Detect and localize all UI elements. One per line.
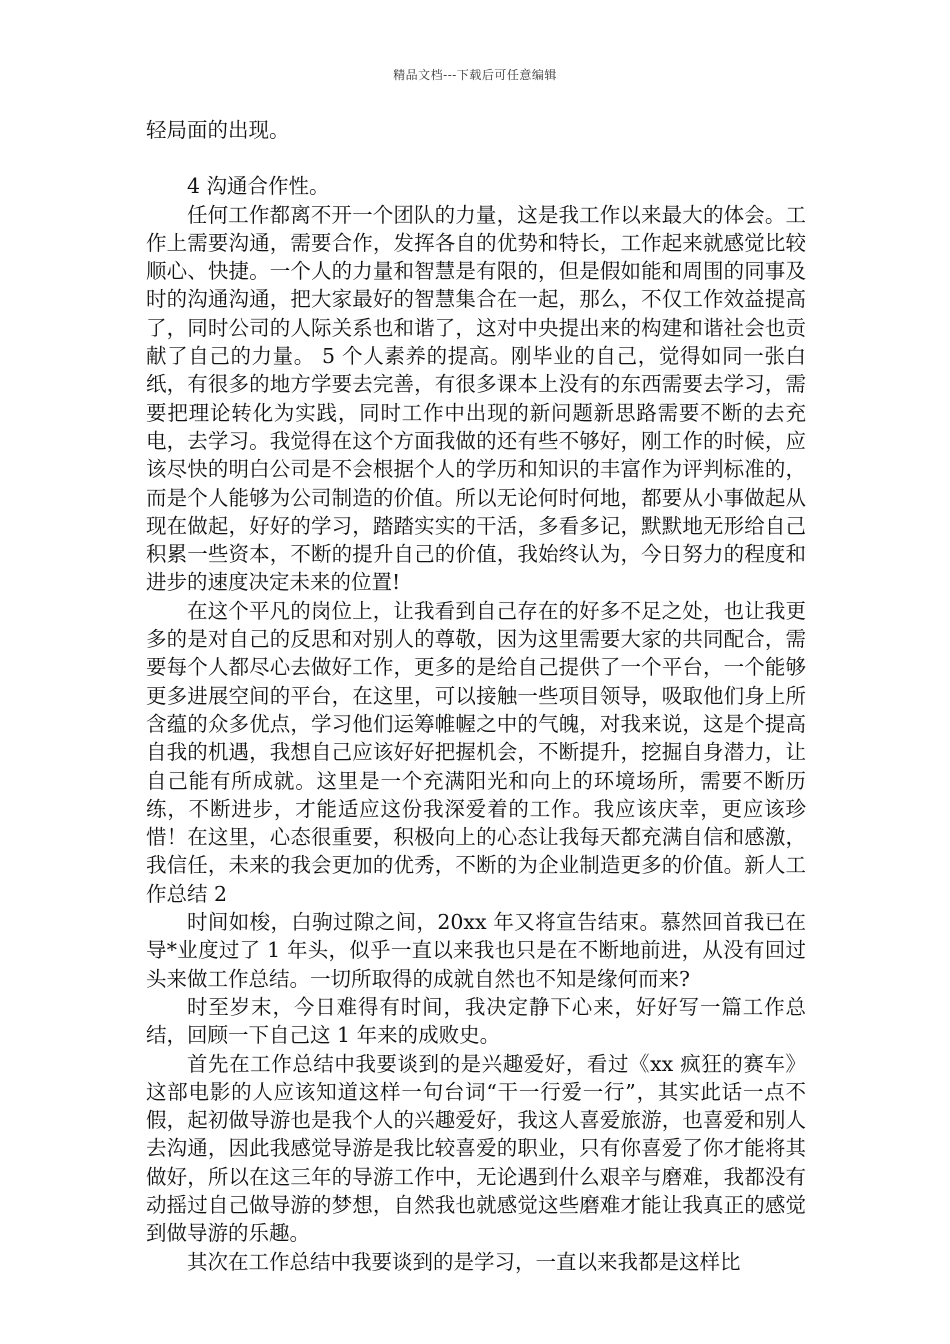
paragraph: 首先在工作总结中我要谈到的是兴趣爱好，看过《xx 疯狂的赛车》这部电影的人应该知道这样一句台词“干一行爱一行”，其实此话一点不假，起初做导游也是我个人的兴趣爱好，我这人喜爱旅游，也喜爱和别人去沟通，因此我感觉导游是我比较喜爱的职业，只有你喜爱了你才能将其做好，所以在这三年的导游工作中，无论遇到什么艰辛与磨难，我都没有动摇过自己做导游的梦想，自然我也就感觉这些磨难才能让我真正的感觉到做导游的乐趣。 <box>146 1051 806 1246</box>
paragraph: 其次在工作总结中我要谈到的是学习，一直以来我都是这样比 <box>187 1249 741 1274</box>
section-heading: 4 沟通合作性。 <box>187 174 330 199</box>
paragraph-continuation: 轻局面的出现。 <box>146 118 290 142</box>
page-header: 精品文档---下载后可任意编辑 <box>393 68 557 82</box>
paragraph-spacer <box>146 144 806 172</box>
paragraph: 时至岁末，今日难得有时间，我决定静下心来，好好写一篇工作总结，回顾一下自己这 1 年来的成败史。 <box>146 994 806 1048</box>
paragraph: 任何工作都离不开一个团队的力量，这是我工作以来最大的体会。工作上需要沟通，需要合作，发挥各自的优势和特长，工作起来就感觉比较顺心、快捷。一个人的力量和智慧是有限的，但是假如能和周围的同事及时的沟通沟通，把大家最好的智慧集合在一起，那么，不仅工作效益提高了，同时公司的人际关系也和谐了，这对中央提出来的构建和谐社会也贡献了自己的力量。 5 个人素养的提高。刚毕业的自己，觉得如同一张白纸，有很多的地方学要去完善，有很多课本上没有的东西需要去学习，需要把理论转化为实践，同时工作中出现的新问题新思路需要不断的去充电，去学习。我觉得在这个方面我做的还有些不够好，刚工作的时候，应该尽快的明白公司是不会根据个人的学历和知识的丰富作为评判标准的，而是个人能够为公司制造的价值。所以无论何时何地，都要从小事做起从现在做起，好好的学习，踏踏实实的干活，多看多记，默默地无形给自己积累一些资本，不断的提升自己的价值，我始终认为，今日努力的程度和进步的速度决定未来的位置! <box>146 202 806 595</box>
document-body <box>146 116 806 1276</box>
paragraph: 时间如梭，白驹过隙之间，20xx 年又将宣告结束。慕然回首我已在导*业度过了 1 年头，似乎一直以来我也只是在不断地前进，从没有回过头来做工作总结。一切所取得的成就自然也不知是缘何而来? <box>146 910 806 991</box>
paragraph: 在这个平凡的岗位上，让我看到自己存在的好多不足之处，也让我更多的是对自己的反思和对别人的尊敬，因为这里需要大家的共同配合，需要每个人都尽心去做好工作，更多的是给自己提供了一个平台，一个能够更多进展空间的平台，在这里，可以接触一些项目领导，吸取他们身上所含蕴的众多优点，学习他们运筹帷幄之中的气魄，对我来说，这是个提高自我的机遇，我想自己应该好好把握机会，不断提升，挖掘自身潜力，让自己能有所成就。这里是一个充满阳光和向上的环境场所，需要不断历练，不断进步，才能适应这份我深爱着的工作。我应该庆幸，更应该珍惜！在这里，心态很重要，积极向上的心态让我每天都充满自信和感激，我信任，未来的我会更加的优秀，不断的为企业制造更多的价值。新人工作总结 2 <box>146 598 806 906</box>
